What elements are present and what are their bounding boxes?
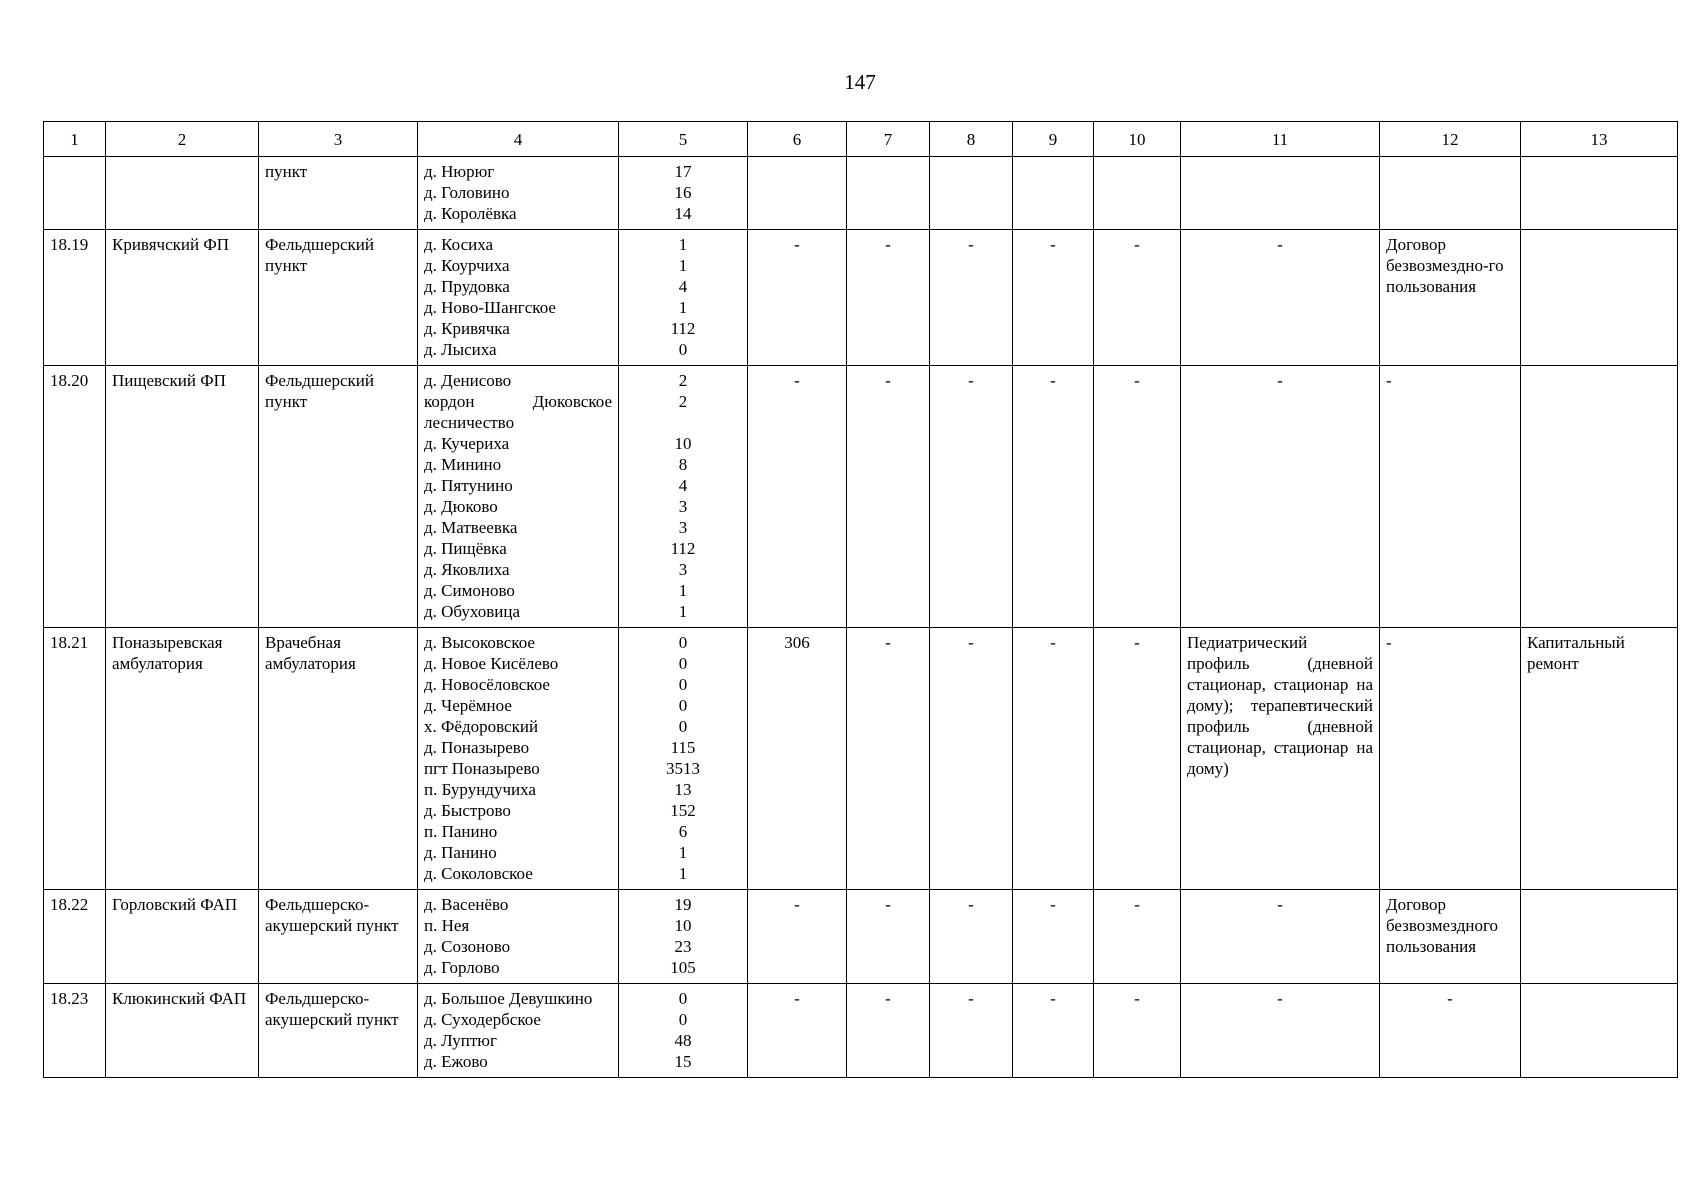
col6-value: - (748, 890, 847, 984)
locality-name: д. Головино (424, 183, 510, 202)
table-row (44, 984, 1678, 1078)
col9-value: - (1013, 890, 1094, 984)
col6-value: 306 (748, 628, 847, 890)
population-value: 4 (678, 277, 688, 296)
header-row (44, 122, 1678, 157)
population-value: 10 (674, 434, 692, 453)
population-value: 0 (678, 633, 688, 652)
locality-name: лесничество (424, 413, 515, 432)
locality-name: д. Кривячка (424, 319, 510, 338)
locality-name: д. Поназырево (424, 738, 530, 757)
population-value: 16 (674, 183, 692, 202)
facility-name: Кривячский ФП (106, 230, 259, 366)
locality-name: х. Фёдоровский (424, 717, 539, 736)
locality-name: д. Панино (424, 843, 497, 862)
col9-value: - (1013, 366, 1094, 628)
population-value: 1 (678, 298, 688, 317)
row-number: 18.23 (44, 984, 106, 1078)
row-number (44, 157, 106, 230)
column-header-11: 11 (1181, 122, 1380, 157)
col12-value: Договор безвозмездно-го пользования (1380, 230, 1521, 366)
localities-cell (418, 157, 619, 230)
population-cell (619, 628, 748, 890)
col8-value: - (930, 984, 1013, 1078)
localities-cell (418, 890, 619, 984)
col13-value: Капитальный ремонт (1521, 628, 1678, 890)
col7-value: - (847, 984, 930, 1078)
locality-name: д. Васенёво (424, 895, 509, 914)
col6-value: - (748, 984, 847, 1078)
col6-value (748, 157, 847, 230)
locality-name: д. Минино (424, 455, 502, 474)
localities-cell (418, 366, 619, 628)
col7-value (847, 157, 930, 230)
col6-value: - (748, 366, 847, 628)
locality-name: д. Денисово (424, 371, 512, 390)
locality-name: кордон Дюковское (424, 392, 612, 411)
facility-name (106, 157, 259, 230)
table-row (44, 157, 1678, 230)
population-value: 0 (678, 675, 688, 694)
row-number: 18.22 (44, 890, 106, 984)
locality-name: д. Соколовское (424, 864, 533, 883)
col13-value (1521, 890, 1678, 984)
population-value: 4 (678, 476, 688, 495)
population-value: 105 (670, 958, 696, 977)
col11-value: - (1181, 230, 1380, 366)
facility-type: Фельдшерский пункт (259, 230, 418, 366)
facility-name: Горловский ФАП (106, 890, 259, 984)
table-header (44, 122, 1678, 157)
col12-value: Договор безвозмездного пользования (1380, 890, 1521, 984)
locality-name: д. Матвеевка (424, 518, 518, 537)
facility-type: Врачебная амбулатория (259, 628, 418, 890)
column-header-7: 7 (847, 122, 930, 157)
facility-name: Клюкинский ФАП (106, 984, 259, 1078)
table-row (44, 890, 1678, 984)
col7-value: - (847, 890, 930, 984)
col7-value: - (847, 366, 930, 628)
column-header-5: 5 (619, 122, 748, 157)
population-value: 3 (678, 497, 688, 516)
population-value: 0 (678, 340, 688, 359)
population-value: 0 (678, 717, 688, 736)
col13-value (1521, 366, 1678, 628)
table-row (44, 628, 1678, 890)
col8-value: - (930, 628, 1013, 890)
population-value: 3 (678, 560, 688, 579)
facilities-table (43, 121, 1678, 1078)
population-value: 1 (678, 235, 688, 254)
locality-name: пгт Поназырево (424, 759, 540, 778)
locality-name: д. Симоново (424, 581, 515, 600)
locality-name: д. Луптюг (424, 1031, 497, 1050)
population-cell (619, 890, 748, 984)
locality-name: д. Пятунино (424, 476, 513, 495)
population-value: 8 (678, 455, 688, 474)
col13-value (1521, 157, 1678, 230)
locality-name: д. Черёмное (424, 696, 512, 715)
population-value: 1 (678, 843, 688, 862)
locality-name: п. Панино (424, 822, 498, 841)
population-value: 115 (670, 738, 696, 757)
population-value: 152 (670, 801, 696, 820)
col7-value: - (847, 628, 930, 890)
population-cell (619, 230, 748, 366)
col12-value: - (1380, 628, 1521, 890)
population-value: 112 (670, 539, 696, 558)
population-value: 10 (674, 916, 692, 935)
row-number: 18.21 (44, 628, 106, 890)
population-value: 0 (678, 1010, 688, 1029)
locality-name: д. Суходербское (424, 1010, 541, 1029)
locality-name: д. Ново-Шангское (424, 298, 556, 317)
column-header-9: 9 (1013, 122, 1094, 157)
col8-value: - (930, 890, 1013, 984)
localities-cell (418, 984, 619, 1078)
locality-name: д. Нюрюг (424, 162, 495, 181)
facility-type: пункт (259, 157, 418, 230)
col7-value: - (847, 230, 930, 366)
locality-name: д. Косиха (424, 235, 494, 254)
locality-name: д. Быстрово (424, 801, 511, 820)
population-value: 1 (678, 581, 688, 600)
col9-value (1013, 157, 1094, 230)
locality-name: п. Бурундучиха (424, 780, 536, 799)
col12-value: - (1380, 366, 1521, 628)
col11-value: - (1181, 890, 1380, 984)
population-value: 19 (674, 895, 692, 914)
population-value (625, 412, 741, 433)
facility-type: Фельдшерско-акушерский пункт (259, 984, 418, 1078)
population-value: 0 (678, 989, 688, 1008)
locality-name: д. Новое Кисёлево (424, 654, 559, 673)
col11-value: - (1181, 366, 1380, 628)
col8-value: - (930, 230, 1013, 366)
row-number: 18.19 (44, 230, 106, 366)
population-cell (619, 984, 748, 1078)
locality-name: д. Коурчиха (424, 256, 510, 275)
col9-value: - (1013, 628, 1094, 890)
population-value: 23 (674, 937, 692, 956)
population-value: 3513 (666, 759, 700, 778)
col11-value: Педиатрический профиль (дневной стационар, стационар на дому); терапевтический профиль (дневной стационар, стационар на дому) (1181, 628, 1380, 890)
column-header-8: 8 (930, 122, 1013, 157)
col10-value: - (1094, 890, 1181, 984)
page-number: 147 (844, 70, 876, 94)
population-value: 6 (678, 822, 688, 841)
col8-value: - (930, 366, 1013, 628)
locality-name: д. Королёвка (424, 204, 517, 223)
population-value: 13 (674, 780, 692, 799)
table-body (44, 157, 1678, 1078)
col6-value: - (748, 230, 847, 366)
locality-name: д. Обуховица (424, 602, 521, 621)
population-cell (619, 366, 748, 628)
locality-name: д. Горлово (424, 958, 500, 977)
locality-name: д. Большое Девушкино (424, 989, 593, 1008)
localities-cell (418, 230, 619, 366)
row-number: 18.20 (44, 366, 106, 628)
locality-name: д. Высоковское (424, 633, 535, 652)
table-row (44, 366, 1678, 628)
locality-name: д. Новосёловское (424, 675, 550, 694)
col12-value: - (1380, 984, 1521, 1078)
locality-name: д. Яковлиха (424, 560, 510, 579)
col9-value: - (1013, 230, 1094, 366)
col13-value (1521, 984, 1678, 1078)
localities-cell (418, 628, 619, 890)
population-value: 1 (678, 256, 688, 275)
population-value: 1 (678, 864, 688, 883)
locality-name: д. Кучериха (424, 434, 510, 453)
locality-name: д. Созоново (424, 937, 511, 956)
facility-name: Поназыревская амбулатория (106, 628, 259, 890)
col10-value: - (1094, 230, 1181, 366)
column-header-13: 13 (1521, 122, 1678, 157)
population-value: 0 (678, 654, 688, 673)
locality-name: д. Лысиха (424, 340, 497, 359)
table-row (44, 230, 1678, 366)
population-value: 14 (674, 204, 692, 223)
population-value: 112 (670, 319, 696, 338)
locality-name: д. Прудовка (424, 277, 510, 296)
column-header-1: 1 (44, 122, 106, 157)
locality-name: д. Пищёвка (424, 539, 507, 558)
col10-value: - (1094, 984, 1181, 1078)
col12-value (1380, 157, 1521, 230)
column-header-12: 12 (1380, 122, 1521, 157)
facility-type: Фельдшерский пункт (259, 366, 418, 628)
col8-value (930, 157, 1013, 230)
column-header-4: 4 (418, 122, 619, 157)
population-value: 48 (674, 1031, 692, 1050)
population-value: 1 (678, 602, 688, 621)
population-value: 15 (674, 1052, 692, 1071)
population-value: 0 (678, 696, 688, 715)
population-value: 3 (678, 518, 688, 537)
population-value: 2 (678, 392, 688, 411)
col10-value (1094, 157, 1181, 230)
locality-name: п. Нея (424, 916, 470, 935)
population-value: 2 (678, 371, 688, 390)
col9-value: - (1013, 984, 1094, 1078)
col10-value: - (1094, 366, 1181, 628)
column-header-10: 10 (1094, 122, 1181, 157)
column-header-2: 2 (106, 122, 259, 157)
col11-value: - (1181, 984, 1380, 1078)
column-header-3: 3 (259, 122, 418, 157)
population-cell (619, 157, 748, 230)
col11-value (1181, 157, 1380, 230)
facility-name: Пищевский ФП (106, 366, 259, 628)
facility-type: Фельдшерско-акушерский пункт (259, 890, 418, 984)
population-value: 17 (674, 162, 692, 181)
locality-name: д. Ежово (424, 1052, 488, 1071)
col13-value (1521, 230, 1678, 366)
locality-name: д. Дюково (424, 497, 498, 516)
col10-value: - (1094, 628, 1181, 890)
column-header-6: 6 (748, 122, 847, 157)
